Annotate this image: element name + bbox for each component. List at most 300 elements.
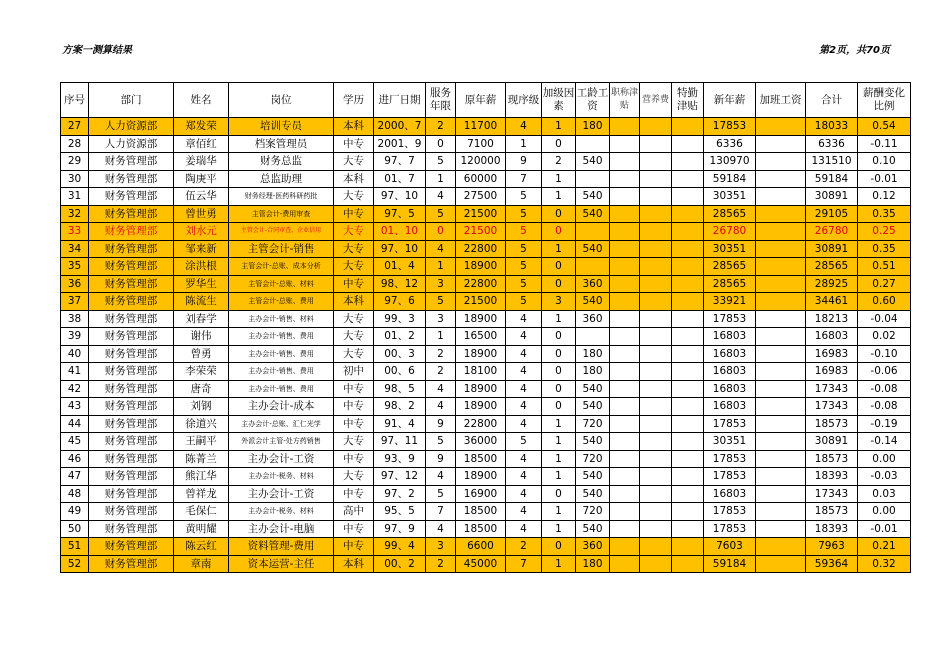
cell-newpay: 28565 (704, 258, 756, 276)
cell-no: 50 (61, 520, 89, 538)
cell-old: 7100 (456, 135, 506, 153)
cell-pos: 主办会计-工资 (229, 450, 334, 468)
cell-title (610, 223, 640, 241)
cell-nutrition (640, 503, 672, 521)
cell-title (610, 380, 640, 398)
cell-old: 16500 (456, 328, 506, 346)
cell-special (672, 328, 704, 346)
cell-nutrition (640, 433, 672, 451)
cell-date: 97、5 (374, 205, 426, 223)
cell-name: 刘水元 (174, 223, 229, 241)
cell-add: 1 (542, 118, 576, 136)
cell-dept: 财务管理部 (89, 450, 174, 468)
cell-date: 2000、7 (374, 118, 426, 136)
cell-newpay: 17853 (704, 450, 756, 468)
cell-overtime (756, 328, 806, 346)
cell-total: 18033 (806, 118, 858, 136)
cell-seniority: 540 (576, 520, 610, 538)
cell-years: 9 (426, 450, 456, 468)
cell-title (610, 153, 640, 171)
cell-ratio: 0.35 (858, 205, 911, 223)
cell-special (672, 503, 704, 521)
cell-overtime (756, 415, 806, 433)
cell-lvl: 4 (506, 363, 542, 381)
cell-overtime (756, 520, 806, 538)
cell-lvl: 4 (506, 380, 542, 398)
cell-overtime (756, 485, 806, 503)
cell-pos: 档案管理员 (229, 135, 334, 153)
cell-total: 18393 (806, 468, 858, 486)
cell-add: 1 (542, 433, 576, 451)
cell-name: 曾勇 (174, 345, 229, 363)
table-row (61, 468, 911, 486)
cell-ratio: -0.11 (858, 135, 911, 153)
cell-total: 26780 (806, 223, 858, 241)
cell-special (672, 450, 704, 468)
cell-total: 29105 (806, 205, 858, 223)
cell-seniority: 540 (576, 468, 610, 486)
column-header: 职称津贴 (610, 83, 640, 118)
cell-date: 97、2 (374, 485, 426, 503)
cell-seniority: 180 (576, 118, 610, 136)
cell-title (610, 328, 640, 346)
cell-add: 1 (542, 555, 576, 573)
cell-nutrition (640, 538, 672, 556)
cell-pos: 财务经理-医药科研药批 (229, 188, 334, 206)
cell-lvl: 4 (506, 310, 542, 328)
cell-date: 01、10 (374, 223, 426, 241)
cell-years: 1 (426, 258, 456, 276)
cell-no: 44 (61, 415, 89, 433)
cell-date: 01、7 (374, 170, 426, 188)
cell-dept: 财务管理部 (89, 433, 174, 451)
cell-no: 29 (61, 153, 89, 171)
cell-date: 97、7 (374, 153, 426, 171)
cell-overtime (756, 433, 806, 451)
cell-lvl: 4 (506, 450, 542, 468)
cell-date: 93、9 (374, 450, 426, 468)
cell-nutrition (640, 468, 672, 486)
table-row (61, 503, 911, 521)
cell-name: 徐道兴 (174, 415, 229, 433)
cell-ratio: 0.03 (858, 485, 911, 503)
cell-lvl: 4 (506, 520, 542, 538)
cell-lvl: 4 (506, 345, 542, 363)
cell-lvl: 5 (506, 293, 542, 311)
cell-seniority: 180 (576, 345, 610, 363)
cell-ratio: 0.25 (858, 223, 911, 241)
cell-years: 5 (426, 485, 456, 503)
cell-dept: 人力资源部 (89, 135, 174, 153)
cell-add: 1 (542, 240, 576, 258)
cell-ratio: 0.02 (858, 328, 911, 346)
cell-name: 曾祥龙 (174, 485, 229, 503)
column-header: 现序级 (506, 83, 542, 118)
cell-no: 37 (61, 293, 89, 311)
cell-ratio: 0.51 (858, 258, 911, 276)
cell-edu: 本科 (334, 555, 374, 573)
cell-newpay: 16803 (704, 398, 756, 416)
column-header: 岗位 (229, 83, 334, 118)
table-header-row (61, 83, 911, 118)
cell-add: 0 (542, 135, 576, 153)
cell-title (610, 363, 640, 381)
cell-old: 22800 (456, 240, 506, 258)
cell-edu: 中专 (334, 415, 374, 433)
cell-overtime (756, 188, 806, 206)
cell-add: 2 (542, 153, 576, 171)
cell-seniority: 540 (576, 240, 610, 258)
cell-newpay: 30351 (704, 188, 756, 206)
cell-date: 97、9 (374, 520, 426, 538)
cell-years: 5 (426, 293, 456, 311)
cell-years: 2 (426, 555, 456, 573)
cell-old: 18900 (456, 258, 506, 276)
cell-lvl: 7 (506, 555, 542, 573)
cell-special (672, 135, 704, 153)
cell-overtime (756, 538, 806, 556)
cell-dept: 财务管理部 (89, 153, 174, 171)
cell-seniority: 360 (576, 310, 610, 328)
cell-special (672, 520, 704, 538)
cell-add: 1 (542, 415, 576, 433)
cell-no: 52 (61, 555, 89, 573)
cell-special (672, 485, 704, 503)
cell-date: 97、12 (374, 468, 426, 486)
cell-pos: 主办会计-税务、材料 (229, 468, 334, 486)
cell-ratio: -0.04 (858, 310, 911, 328)
cell-newpay: 130970 (704, 153, 756, 171)
cell-edu: 初中 (334, 363, 374, 381)
cell-nutrition (640, 240, 672, 258)
column-header: 进厂日期 (374, 83, 426, 118)
cell-years: 0 (426, 135, 456, 153)
cell-name: 郑发荣 (174, 118, 229, 136)
cell-name: 陶庚平 (174, 170, 229, 188)
table-row (61, 363, 911, 381)
cell-total: 18573 (806, 415, 858, 433)
cell-nutrition (640, 310, 672, 328)
cell-add: 1 (542, 468, 576, 486)
cell-no: 39 (61, 328, 89, 346)
cell-old: 45000 (456, 555, 506, 573)
cell-dept: 财务管理部 (89, 188, 174, 206)
cell-total: 30891 (806, 240, 858, 258)
cell-nutrition (640, 170, 672, 188)
cell-seniority: 540 (576, 188, 610, 206)
cell-name: 罗华生 (174, 275, 229, 293)
cell-newpay: 17853 (704, 310, 756, 328)
cell-old: 18100 (456, 363, 506, 381)
cell-newpay: 17853 (704, 118, 756, 136)
column-header: 学历 (334, 83, 374, 118)
table-row (61, 450, 911, 468)
cell-no: 47 (61, 468, 89, 486)
cell-add: 1 (542, 503, 576, 521)
cell-name: 毛保仁 (174, 503, 229, 521)
cell-no: 33 (61, 223, 89, 241)
cell-years: 4 (426, 188, 456, 206)
cell-lvl: 4 (506, 415, 542, 433)
cell-newpay: 16803 (704, 485, 756, 503)
cell-date: 01、4 (374, 258, 426, 276)
cell-old: 18900 (456, 310, 506, 328)
cell-name: 谢伟 (174, 328, 229, 346)
cell-pos: 主办会计-税务、材料 (229, 503, 334, 521)
cell-ratio: 0.54 (858, 118, 911, 136)
table-row (61, 328, 911, 346)
cell-seniority: 720 (576, 450, 610, 468)
cell-newpay: 30351 (704, 433, 756, 451)
cell-total: 18393 (806, 520, 858, 538)
cell-dept: 财务管理部 (89, 275, 174, 293)
cell-add: 1 (542, 170, 576, 188)
cell-dept: 财务管理部 (89, 310, 174, 328)
cell-add: 0 (542, 380, 576, 398)
cell-title (610, 503, 640, 521)
cell-date: 01、2 (374, 328, 426, 346)
page-number: 第2页，共70页 (819, 45, 890, 56)
cell-years: 2 (426, 118, 456, 136)
cell-old: 11700 (456, 118, 506, 136)
cell-total: 18573 (806, 450, 858, 468)
cell-pos: 主办会计-销售、费用 (229, 328, 334, 346)
cell-add: 0 (542, 275, 576, 293)
cell-overtime (756, 258, 806, 276)
cell-edu: 大专 (334, 258, 374, 276)
cell-edu: 中专 (334, 398, 374, 416)
cell-pos: 主办会计-销售、材料 (229, 310, 334, 328)
cell-old: 18900 (456, 380, 506, 398)
cell-add: 1 (542, 188, 576, 206)
cell-date: 2001、9 (374, 135, 426, 153)
cell-no: 41 (61, 363, 89, 381)
cell-newpay: 6336 (704, 135, 756, 153)
column-header: 序号 (61, 83, 89, 118)
cell-add: 0 (542, 258, 576, 276)
cell-lvl: 4 (506, 398, 542, 416)
cell-no: 28 (61, 135, 89, 153)
cell-ratio: -0.01 (858, 520, 911, 538)
table-row (61, 188, 911, 206)
cell-dept: 财务管理部 (89, 485, 174, 503)
cell-seniority (576, 135, 610, 153)
cell-seniority (576, 223, 610, 241)
cell-edu: 大专 (334, 468, 374, 486)
cell-lvl: 4 (506, 328, 542, 346)
column-header: 部门 (89, 83, 174, 118)
cell-total: 17343 (806, 398, 858, 416)
cell-name: 唐奇 (174, 380, 229, 398)
cell-seniority: 540 (576, 153, 610, 171)
cell-nutrition (640, 345, 672, 363)
cell-no: 31 (61, 188, 89, 206)
cell-pos: 主办会计-工资 (229, 485, 334, 503)
cell-old: 21500 (456, 223, 506, 241)
cell-overtime (756, 345, 806, 363)
table-row (61, 398, 911, 416)
cell-seniority: 720 (576, 415, 610, 433)
cell-edu: 大专 (334, 240, 374, 258)
cell-total: 18573 (806, 503, 858, 521)
cell-pos: 主办会计-销售、费用 (229, 363, 334, 381)
cell-no: 35 (61, 258, 89, 276)
cell-title (610, 398, 640, 416)
cell-overtime (756, 555, 806, 573)
cell-date: 00、3 (374, 345, 426, 363)
cell-nutrition (640, 293, 672, 311)
cell-date: 91、4 (374, 415, 426, 433)
cell-seniority: 540 (576, 398, 610, 416)
cell-ratio: -0.03 (858, 468, 911, 486)
cell-overtime (756, 170, 806, 188)
cell-nutrition (640, 485, 672, 503)
table-row (61, 415, 911, 433)
cell-ratio: -0.08 (858, 398, 911, 416)
cell-edu: 大专 (334, 310, 374, 328)
cell-lvl: 5 (506, 240, 542, 258)
table-row (61, 555, 911, 573)
table-row (61, 345, 911, 363)
cell-edu: 中专 (334, 380, 374, 398)
cell-seniority: 360 (576, 275, 610, 293)
cell-lvl: 5 (506, 223, 542, 241)
cell-overtime (756, 293, 806, 311)
cell-seniority: 180 (576, 363, 610, 381)
cell-overtime (756, 450, 806, 468)
cell-edu: 本科 (334, 170, 374, 188)
cell-lvl: 2 (506, 538, 542, 556)
cell-date: 99、4 (374, 538, 426, 556)
cell-edu: 大专 (334, 328, 374, 346)
cell-newpay: 59184 (704, 555, 756, 573)
table-row (61, 153, 911, 171)
cell-seniority: 540 (576, 205, 610, 223)
cell-overtime (756, 240, 806, 258)
cell-special (672, 468, 704, 486)
cell-title (610, 450, 640, 468)
cell-dept: 人力资源部 (89, 118, 174, 136)
cell-nutrition (640, 380, 672, 398)
cell-lvl: 4 (506, 503, 542, 521)
cell-overtime (756, 310, 806, 328)
cell-title (610, 485, 640, 503)
cell-edu: 中专 (334, 205, 374, 223)
column-header: 合计 (806, 83, 858, 118)
cell-title (610, 170, 640, 188)
cell-no: 34 (61, 240, 89, 258)
cell-old: 120000 (456, 153, 506, 171)
cell-lvl: 5 (506, 205, 542, 223)
cell-add: 1 (542, 520, 576, 538)
cell-old: 21500 (456, 293, 506, 311)
cell-years: 9 (426, 415, 456, 433)
cell-nutrition (640, 398, 672, 416)
cell-name: 王嗣平 (174, 433, 229, 451)
cell-ratio: 0.00 (858, 503, 911, 521)
cell-old: 6600 (456, 538, 506, 556)
cell-years: 5 (426, 433, 456, 451)
column-header: 加级因素 (542, 83, 576, 118)
cell-no: 30 (61, 170, 89, 188)
cell-title (610, 135, 640, 153)
cell-no: 40 (61, 345, 89, 363)
cell-dept: 财务管理部 (89, 415, 174, 433)
cell-nutrition (640, 450, 672, 468)
cell-lvl: 5 (506, 258, 542, 276)
cell-special (672, 363, 704, 381)
cell-title (610, 275, 640, 293)
cell-dept: 财务管理部 (89, 170, 174, 188)
cell-title (610, 415, 640, 433)
table-row (61, 310, 911, 328)
cell-pos: 主管会计-总账、成本分析 (229, 258, 334, 276)
cell-title (610, 345, 640, 363)
cell-pos: 主管会计-合同审查、企业信用 (229, 223, 334, 241)
cell-special (672, 223, 704, 241)
cell-lvl: 4 (506, 485, 542, 503)
cell-dept: 财务管理部 (89, 293, 174, 311)
cell-ratio: 0.10 (858, 153, 911, 171)
cell-total: 16803 (806, 328, 858, 346)
cell-title (610, 258, 640, 276)
cell-title (610, 310, 640, 328)
cell-special (672, 380, 704, 398)
cell-total: 30891 (806, 433, 858, 451)
cell-years: 1 (426, 170, 456, 188)
cell-special (672, 118, 704, 136)
cell-overtime (756, 153, 806, 171)
cell-seniority: 540 (576, 380, 610, 398)
cell-years: 3 (426, 310, 456, 328)
cell-old: 22800 (456, 275, 506, 293)
cell-overtime (756, 398, 806, 416)
cell-nutrition (640, 258, 672, 276)
cell-name: 章佰红 (174, 135, 229, 153)
cell-title (610, 118, 640, 136)
cell-special (672, 293, 704, 311)
cell-seniority (576, 258, 610, 276)
cell-edu: 大专 (334, 153, 374, 171)
cell-add: 0 (542, 223, 576, 241)
cell-date: 97、6 (374, 293, 426, 311)
cell-years: 4 (426, 398, 456, 416)
cell-ratio: 0.32 (858, 555, 911, 573)
cell-nutrition (640, 275, 672, 293)
cell-name: 陈云红 (174, 538, 229, 556)
cell-name: 陈菁兰 (174, 450, 229, 468)
cell-date: 95、5 (374, 503, 426, 521)
cell-title (610, 520, 640, 538)
cell-date: 98、5 (374, 380, 426, 398)
cell-years: 5 (426, 153, 456, 171)
cell-ratio: -0.14 (858, 433, 911, 451)
cell-add: 1 (542, 310, 576, 328)
cell-dept: 财务管理部 (89, 205, 174, 223)
cell-pos: 资本运营-主任 (229, 555, 334, 573)
cell-nutrition (640, 415, 672, 433)
column-header: 姓名 (174, 83, 229, 118)
cell-title (610, 205, 640, 223)
cell-old: 27500 (456, 188, 506, 206)
cell-old: 16900 (456, 485, 506, 503)
table-row (61, 118, 911, 136)
cell-date: 99、3 (374, 310, 426, 328)
cell-title (610, 293, 640, 311)
cell-title (610, 555, 640, 573)
cell-title (610, 240, 640, 258)
cell-old: 18500 (456, 450, 506, 468)
